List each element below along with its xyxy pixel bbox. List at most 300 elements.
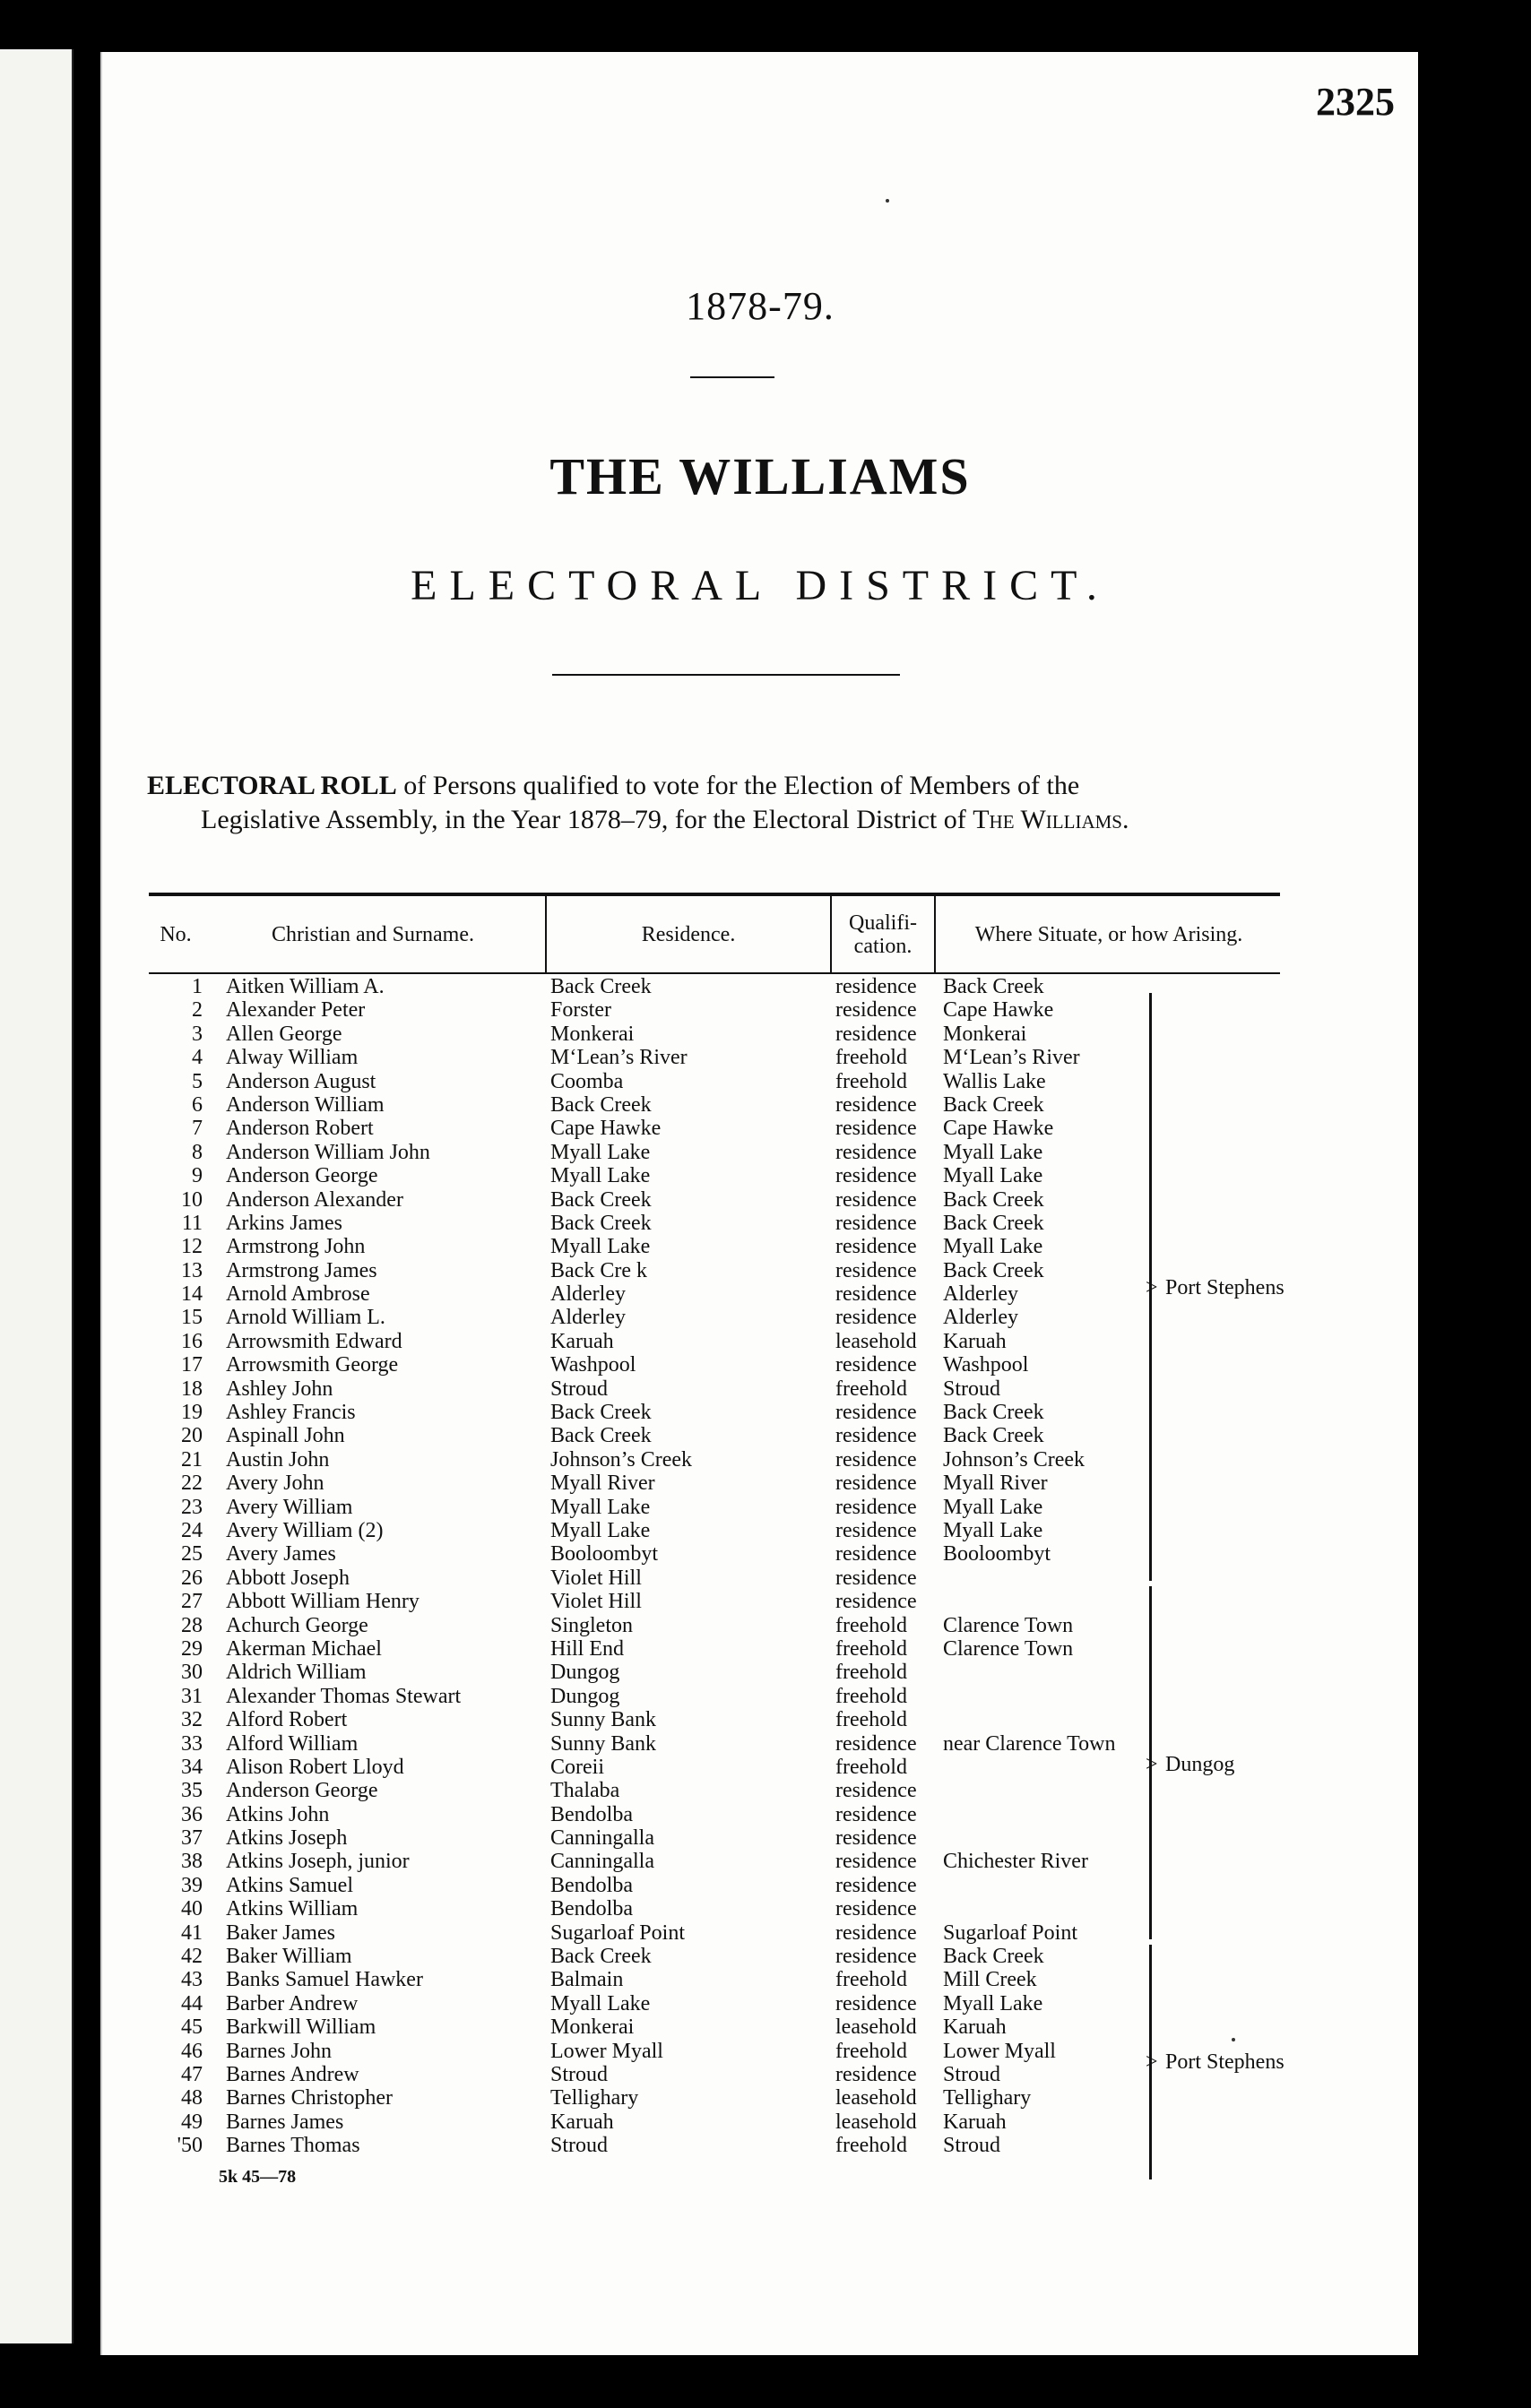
row-qualification: residence bbox=[835, 975, 917, 998]
row-where: Stroud bbox=[943, 2134, 1001, 2158]
table-row bbox=[149, 1661, 1280, 1684]
row-number: 48 bbox=[181, 2086, 203, 2110]
row-qualification: freehold bbox=[835, 1046, 907, 1070]
row-residence: Back Creek bbox=[550, 1401, 652, 1425]
row-name: Alford William bbox=[226, 1731, 359, 1756]
header-qualification: Qualifi- cation. bbox=[830, 896, 934, 972]
row-where: Cape Hawke bbox=[943, 998, 1054, 1023]
row-name: Alexander Peter bbox=[226, 998, 366, 1023]
row-name: Alexander Thomas Stewart bbox=[226, 1684, 462, 1708]
row-where: Washpool bbox=[943, 1353, 1029, 1377]
row-residence: Sugarloaf Point bbox=[550, 1920, 685, 1945]
row-name: Barkwill William bbox=[226, 2015, 376, 2040]
row-name: Barnes Andrew bbox=[226, 2062, 359, 2086]
row-number: 4 bbox=[192, 1046, 203, 1070]
row-where: Wallis Lake bbox=[943, 1069, 1046, 1093]
row-residence: Hill End bbox=[550, 1636, 624, 1661]
row-residence: Coomba bbox=[550, 1069, 624, 1093]
row-residence: Bendolba bbox=[550, 1873, 633, 1897]
row-number: 33 bbox=[181, 1731, 203, 1756]
row-residence: Canningalla bbox=[550, 1826, 654, 1851]
row-qualification: freehold bbox=[835, 1755, 907, 1779]
row-number: 13 bbox=[181, 1258, 203, 1282]
row-qualification: freehold bbox=[835, 1708, 907, 1732]
row-residence: Dungog bbox=[550, 1661, 620, 1685]
row-residence: Myall Lake bbox=[550, 1164, 651, 1188]
intro-district: The Williams. bbox=[973, 805, 1129, 834]
row-number: 19 bbox=[181, 1401, 203, 1425]
row-residence: Myall Lake bbox=[550, 1235, 651, 1259]
row-where: Back Creek bbox=[943, 1945, 1044, 1969]
row-residence: Sunny Bank bbox=[550, 1731, 657, 1756]
table-header bbox=[149, 893, 1280, 974]
table-row bbox=[149, 1874, 1280, 1897]
district-subtitle: ELECTORAL DISTRICT. bbox=[411, 562, 1110, 609]
row-residence: Violet Hill bbox=[550, 1590, 642, 1614]
table-row bbox=[149, 1590, 1280, 1613]
table-row bbox=[149, 1424, 1280, 1447]
row-name: Baker William bbox=[226, 1945, 352, 1969]
group-label: Port Stephens bbox=[1165, 1276, 1284, 1299]
row-number: 38 bbox=[181, 1850, 203, 1874]
row-qualification: residence bbox=[835, 1920, 917, 1945]
row-residence: Stroud bbox=[550, 1377, 609, 1401]
row-qualification: residence bbox=[835, 1826, 917, 1851]
row-number: 49 bbox=[181, 2110, 203, 2134]
row-residence: Myall River bbox=[550, 1472, 655, 1496]
row-name: Ashley Francis bbox=[226, 1401, 356, 1425]
table-row bbox=[149, 1448, 1280, 1472]
table-row bbox=[149, 1945, 1280, 1968]
row-name: Ashley John bbox=[226, 1377, 333, 1401]
header-residence: Residence. bbox=[545, 896, 830, 972]
row-number: 30 bbox=[181, 1661, 203, 1685]
roll-table-body bbox=[149, 975, 1280, 2158]
row-name: Atkins Samuel bbox=[226, 1873, 353, 1897]
row-name: Avery William bbox=[226, 1495, 353, 1519]
table-row bbox=[149, 1472, 1280, 1495]
row-qualification: residence bbox=[835, 1542, 917, 1566]
row-number: 12 bbox=[181, 1235, 203, 1259]
row-number: 16 bbox=[181, 1329, 203, 1353]
row-number: 24 bbox=[181, 1518, 203, 1542]
row-name: Arkins James bbox=[226, 1211, 342, 1235]
row-residence: Alderley bbox=[550, 1282, 626, 1307]
row-number: 9 bbox=[192, 1164, 203, 1188]
row-residence: Back Cre k bbox=[550, 1258, 647, 1282]
table-row bbox=[149, 1897, 1280, 1920]
row-number: 36 bbox=[181, 1802, 203, 1826]
table-row bbox=[149, 2040, 1280, 2063]
row-number: 10 bbox=[181, 1187, 203, 1212]
table-row bbox=[149, 1212, 1280, 1235]
row-residence: Back Creek bbox=[550, 975, 652, 998]
table-row bbox=[149, 1023, 1280, 1046]
intro-paragraph bbox=[147, 769, 1312, 837]
row-number: 20 bbox=[181, 1424, 203, 1448]
table-row bbox=[149, 1614, 1280, 1637]
table-row bbox=[149, 1093, 1280, 1117]
row-name: Banks Samuel Hawker bbox=[226, 1968, 423, 1992]
row-residence: Karuah bbox=[550, 1329, 614, 1353]
row-name: Anderson George bbox=[226, 1164, 378, 1188]
row-qualification: residence bbox=[835, 2062, 917, 2086]
row-number: 35 bbox=[181, 1779, 203, 1803]
row-name: Arrowsmith George bbox=[226, 1353, 399, 1377]
row-qualification: residence bbox=[835, 1235, 917, 1259]
table-row bbox=[149, 1117, 1280, 1140]
row-qualification: residence bbox=[835, 1164, 917, 1188]
table-row bbox=[149, 1779, 1280, 1802]
row-qualification: residence bbox=[835, 1211, 917, 1235]
row-residence: Cape Hawke bbox=[550, 1117, 662, 1141]
row-where: Myall Lake bbox=[943, 1991, 1043, 2015]
row-residence: Washpool bbox=[550, 1353, 636, 1377]
row-residence: Dungog bbox=[550, 1684, 620, 1708]
row-number: 22 bbox=[181, 1472, 203, 1496]
row-name: Anderson Robert bbox=[226, 1117, 374, 1141]
row-name: Atkins William bbox=[226, 1897, 359, 1921]
divider-rule bbox=[552, 674, 900, 676]
row-where: Back Creek bbox=[943, 1211, 1044, 1235]
table-row bbox=[149, 1353, 1280, 1377]
row-qualification: freehold bbox=[835, 1661, 907, 1685]
row-name: Atkins Joseph bbox=[226, 1826, 348, 1851]
speck bbox=[886, 199, 889, 203]
row-name: Anderson William bbox=[226, 1092, 385, 1117]
row-where: Clarence Town bbox=[943, 1636, 1074, 1661]
row-number: 27 bbox=[181, 1590, 203, 1614]
row-number: 2 bbox=[192, 998, 203, 1023]
row-where: M‘Lean’s River bbox=[943, 1046, 1080, 1070]
row-qualification: freehold bbox=[835, 1684, 907, 1708]
row-qualification: residence bbox=[835, 1779, 917, 1803]
table-row bbox=[149, 1542, 1280, 1566]
row-residence: Lower Myall bbox=[550, 2039, 663, 2063]
table-row bbox=[149, 1921, 1280, 1945]
row-name: Anderson August bbox=[226, 1069, 376, 1093]
row-name: Armstrong James bbox=[226, 1258, 377, 1282]
adjacent-page-edge bbox=[0, 49, 74, 2343]
row-name: Barnes Christopher bbox=[226, 2086, 393, 2110]
row-residence: Canningalla bbox=[550, 1850, 654, 1874]
row-where: Johnson’s Creek bbox=[943, 1447, 1085, 1472]
table-row bbox=[149, 1732, 1280, 1756]
row-name: Anderson George bbox=[226, 1779, 378, 1803]
row-qualification: residence bbox=[835, 1117, 917, 1141]
row-qualification: residence bbox=[835, 1945, 917, 1969]
row-where: Myall Lake bbox=[943, 1235, 1043, 1259]
row-residence: Stroud bbox=[550, 2062, 609, 2086]
table-row bbox=[149, 1968, 1280, 1991]
row-where: Back Creek bbox=[943, 1424, 1044, 1448]
row-qualification: residence bbox=[835, 1187, 917, 1212]
row-number: 15 bbox=[181, 1306, 203, 1330]
row-where: Back Creek bbox=[943, 1187, 1044, 1212]
row-qualification: residence bbox=[835, 1495, 917, 1519]
row-residence: Violet Hill bbox=[550, 1566, 642, 1590]
row-where: Myall River bbox=[943, 1472, 1048, 1496]
speck bbox=[1232, 2038, 1235, 2041]
row-where: Myall Lake bbox=[943, 1518, 1043, 1542]
row-name: Allen George bbox=[226, 1022, 342, 1046]
table-row bbox=[149, 1306, 1280, 1329]
row-residence: Booloombyt bbox=[550, 1542, 659, 1566]
table-row bbox=[149, 1519, 1280, 1542]
row-number: 40 bbox=[181, 1897, 203, 1921]
row-qualification: freehold bbox=[835, 1636, 907, 1661]
brace-tip: > bbox=[1146, 2050, 1158, 2074]
row-number: '50 bbox=[177, 2134, 203, 2158]
row-residence: Singleton bbox=[550, 1613, 634, 1637]
row-number: 47 bbox=[181, 2062, 203, 2086]
row-qualification: residence bbox=[835, 1258, 917, 1282]
row-qualification: freehold bbox=[835, 2039, 907, 2063]
row-residence: Sunny Bank bbox=[550, 1708, 657, 1732]
row-where: Alderley bbox=[943, 1306, 1018, 1330]
row-where: Stroud bbox=[943, 2062, 1001, 2086]
row-name: Aitken William A. bbox=[226, 975, 385, 998]
row-name: Armstrong John bbox=[226, 1235, 366, 1259]
table-row bbox=[149, 1637, 1280, 1661]
table-row bbox=[149, 1188, 1280, 1212]
row-number: 5 bbox=[192, 1069, 203, 1093]
intro-lead: ELECTORAL ROLL bbox=[147, 771, 397, 800]
table-row bbox=[149, 2134, 1280, 2157]
row-qualification: residence bbox=[835, 1731, 917, 1756]
row-name: Arnold William L. bbox=[226, 1306, 385, 1330]
row-name: Abbott William Henry bbox=[226, 1590, 420, 1614]
row-where: Karuah bbox=[943, 1329, 1007, 1353]
row-number: 25 bbox=[181, 1542, 203, 1566]
row-number: 45 bbox=[181, 2015, 203, 2040]
row-residence: Thalaba bbox=[550, 1779, 620, 1803]
row-number: 29 bbox=[181, 1636, 203, 1661]
table-row bbox=[149, 2063, 1280, 2086]
printer-code: 5k 45—78 bbox=[219, 2167, 297, 2187]
row-where: Back Creek bbox=[943, 1092, 1044, 1117]
row-where: near Clarence Town bbox=[943, 1731, 1116, 1756]
row-residence: Myall Lake bbox=[550, 1518, 651, 1542]
row-residence: Johnson’s Creek bbox=[550, 1447, 692, 1472]
row-residence: Bendolba bbox=[550, 1897, 633, 1921]
row-number: 32 bbox=[181, 1708, 203, 1732]
row-number: 34 bbox=[181, 1755, 203, 1779]
row-where: Clarence Town bbox=[943, 1613, 1074, 1637]
table-row bbox=[149, 998, 1280, 1022]
intro-line-1: of Persons qualified to vote for the Election of Members of the bbox=[396, 771, 1080, 800]
row-number: 3 bbox=[192, 1022, 203, 1046]
row-qualification: residence bbox=[835, 1873, 917, 1897]
row-qualification: residence bbox=[835, 1850, 917, 1874]
row-qualification: residence bbox=[835, 1897, 917, 1921]
row-number: 18 bbox=[181, 1377, 203, 1401]
row-where: Back Creek bbox=[943, 1401, 1044, 1425]
row-name: Atkins Joseph, junior bbox=[226, 1850, 410, 1874]
row-number: 37 bbox=[181, 1826, 203, 1851]
row-where: Back Creek bbox=[943, 975, 1044, 998]
table-row bbox=[149, 1235, 1280, 1258]
row-where: Myall Lake bbox=[943, 1164, 1043, 1188]
row-qualification: residence bbox=[835, 1282, 917, 1307]
table-row bbox=[149, 1330, 1280, 1353]
row-name: Austin John bbox=[226, 1447, 330, 1472]
table-row bbox=[149, 1708, 1280, 1731]
row-where: Booloombyt bbox=[943, 1542, 1051, 1566]
table-row bbox=[149, 1070, 1280, 1093]
row-residence: Monkerai bbox=[550, 2015, 635, 2040]
row-qualification: freehold bbox=[835, 1613, 907, 1637]
row-residence: Monkerai bbox=[550, 1022, 635, 1046]
brace-tip: > bbox=[1146, 1753, 1158, 1776]
row-qualification: residence bbox=[835, 1022, 917, 1046]
row-where: Lower Myall bbox=[943, 2039, 1056, 2063]
row-qualification: freehold bbox=[835, 1377, 907, 1401]
table-row bbox=[149, 975, 1280, 998]
table-row bbox=[149, 1756, 1280, 1779]
row-residence: Back Creek bbox=[550, 1424, 652, 1448]
row-residence: Karuah bbox=[550, 2110, 614, 2134]
row-name: Atkins John bbox=[226, 1802, 330, 1826]
row-name: Avery James bbox=[226, 1542, 336, 1566]
row-number: 17 bbox=[181, 1353, 203, 1377]
group-label: Port Stephens bbox=[1165, 2050, 1284, 2074]
row-number: 7 bbox=[192, 1117, 203, 1141]
row-residence: Alderley bbox=[550, 1306, 626, 1330]
row-name: Barnes John bbox=[226, 2039, 332, 2063]
table-row bbox=[149, 1282, 1280, 1306]
row-qualification: leasehold bbox=[835, 2015, 917, 2040]
table-row bbox=[149, 1566, 1280, 1590]
row-number: 31 bbox=[181, 1684, 203, 1708]
row-qualification: residence bbox=[835, 1306, 917, 1330]
row-number: 21 bbox=[181, 1447, 203, 1472]
table-row bbox=[149, 1496, 1280, 1519]
row-residence: Back Creek bbox=[550, 1187, 652, 1212]
row-number: 42 bbox=[181, 1945, 203, 1969]
row-number: 6 bbox=[192, 1092, 203, 1117]
row-where: Sugarloaf Point bbox=[943, 1920, 1077, 1945]
row-residence: Back Creek bbox=[550, 1092, 652, 1117]
row-residence: Bendolba bbox=[550, 1802, 633, 1826]
row-qualification: residence bbox=[835, 1424, 917, 1448]
row-name: Anderson William John bbox=[226, 1140, 430, 1164]
row-name: Arnold Ambrose bbox=[226, 1282, 370, 1307]
row-qualification: residence bbox=[835, 1518, 917, 1542]
table-row bbox=[149, 1826, 1280, 1850]
row-where: Alderley bbox=[943, 1282, 1018, 1307]
row-qualification: residence bbox=[835, 1590, 917, 1614]
row-name: Avery John bbox=[226, 1472, 324, 1496]
row-number: 39 bbox=[181, 1873, 203, 1897]
table-row bbox=[149, 1401, 1280, 1424]
table-row bbox=[149, 2086, 1280, 2110]
table-row bbox=[149, 2015, 1280, 2039]
row-qualification: leasehold bbox=[835, 2110, 917, 2134]
page-number: 2325 bbox=[1316, 80, 1395, 124]
divider-rule bbox=[690, 376, 774, 378]
row-name: Alford Robert bbox=[226, 1708, 348, 1732]
header-name: Christian and Surname. bbox=[272, 922, 474, 946]
row-number: 43 bbox=[181, 1968, 203, 1992]
row-residence: Coreii bbox=[550, 1755, 604, 1779]
row-qualification: residence bbox=[835, 1802, 917, 1826]
row-name: Achurch George bbox=[226, 1613, 368, 1637]
header-no: No. bbox=[160, 922, 192, 946]
row-qualification: leasehold bbox=[835, 1329, 917, 1353]
row-number: 41 bbox=[181, 1920, 203, 1945]
row-residence: Myall Lake bbox=[550, 1140, 651, 1164]
table-row bbox=[149, 2110, 1280, 2134]
row-where: Karuah bbox=[943, 2015, 1007, 2040]
row-name: Arrowsmith Edward bbox=[226, 1329, 402, 1353]
row-name: Baker James bbox=[226, 1920, 335, 1945]
table-row bbox=[149, 1850, 1280, 1873]
row-name: Alway William bbox=[226, 1046, 359, 1070]
table-row bbox=[149, 1046, 1280, 1069]
row-name: Alison Robert Lloyd bbox=[226, 1755, 404, 1779]
row-where: Monkerai bbox=[943, 1022, 1027, 1046]
table-row bbox=[149, 1992, 1280, 2015]
row-qualification: residence bbox=[835, 1401, 917, 1425]
row-qualification: leasehold bbox=[835, 2086, 917, 2110]
row-qualification: freehold bbox=[835, 1069, 907, 1093]
row-qualification: residence bbox=[835, 1566, 917, 1590]
table-row bbox=[149, 1685, 1280, 1708]
row-residence: Myall Lake bbox=[550, 1495, 651, 1519]
row-residence: Back Creek bbox=[550, 1945, 652, 1969]
row-where: Chichester River bbox=[943, 1850, 1088, 1874]
row-number: 11 bbox=[181, 1211, 203, 1235]
district-title: THE WILLIAMS bbox=[549, 447, 971, 505]
row-number: 14 bbox=[181, 1282, 203, 1307]
row-name: Barber Andrew bbox=[226, 1991, 359, 2015]
table-row bbox=[149, 1259, 1280, 1282]
row-qualification: residence bbox=[835, 1472, 917, 1496]
table-row bbox=[149, 1141, 1280, 1164]
table-row bbox=[149, 1377, 1280, 1401]
row-residence: Myall Lake bbox=[550, 1991, 651, 2015]
brace-tip: > bbox=[1146, 1276, 1158, 1299]
table-row bbox=[149, 1803, 1280, 1826]
row-where: Karuah bbox=[943, 2110, 1007, 2134]
row-name: Barnes Thomas bbox=[226, 2134, 360, 2158]
row-qualification: freehold bbox=[835, 1968, 907, 1992]
row-residence: Forster bbox=[550, 998, 611, 1023]
row-qualification: residence bbox=[835, 1447, 917, 1472]
row-qualification: residence bbox=[835, 998, 917, 1023]
row-where: Tellighary bbox=[943, 2086, 1032, 2110]
row-name: Barnes James bbox=[226, 2110, 344, 2134]
row-name: Abbott Joseph bbox=[226, 1566, 350, 1590]
row-qualification: freehold bbox=[835, 2134, 907, 2158]
row-name: Aspinall John bbox=[226, 1424, 345, 1448]
row-where: Stroud bbox=[943, 1377, 1001, 1401]
row-where: Mill Creek bbox=[943, 1968, 1037, 1992]
row-name: Anderson Alexander bbox=[226, 1187, 403, 1212]
year-heading: 1878-79. bbox=[686, 284, 835, 328]
row-name: Avery William (2) bbox=[226, 1518, 384, 1542]
row-residence: Balmain bbox=[550, 1968, 624, 1992]
row-where: Myall Lake bbox=[943, 1495, 1043, 1519]
row-number: 1 bbox=[192, 975, 203, 998]
row-number: 26 bbox=[181, 1566, 203, 1590]
document-page bbox=[100, 52, 1418, 2355]
row-qualification: residence bbox=[835, 1353, 917, 1377]
intro-line-2: Legislative Assembly, in the Year 1878–79, for the Electoral District of bbox=[201, 805, 973, 834]
row-name: Akerman Michael bbox=[226, 1636, 382, 1661]
row-qualification: residence bbox=[835, 1140, 917, 1164]
